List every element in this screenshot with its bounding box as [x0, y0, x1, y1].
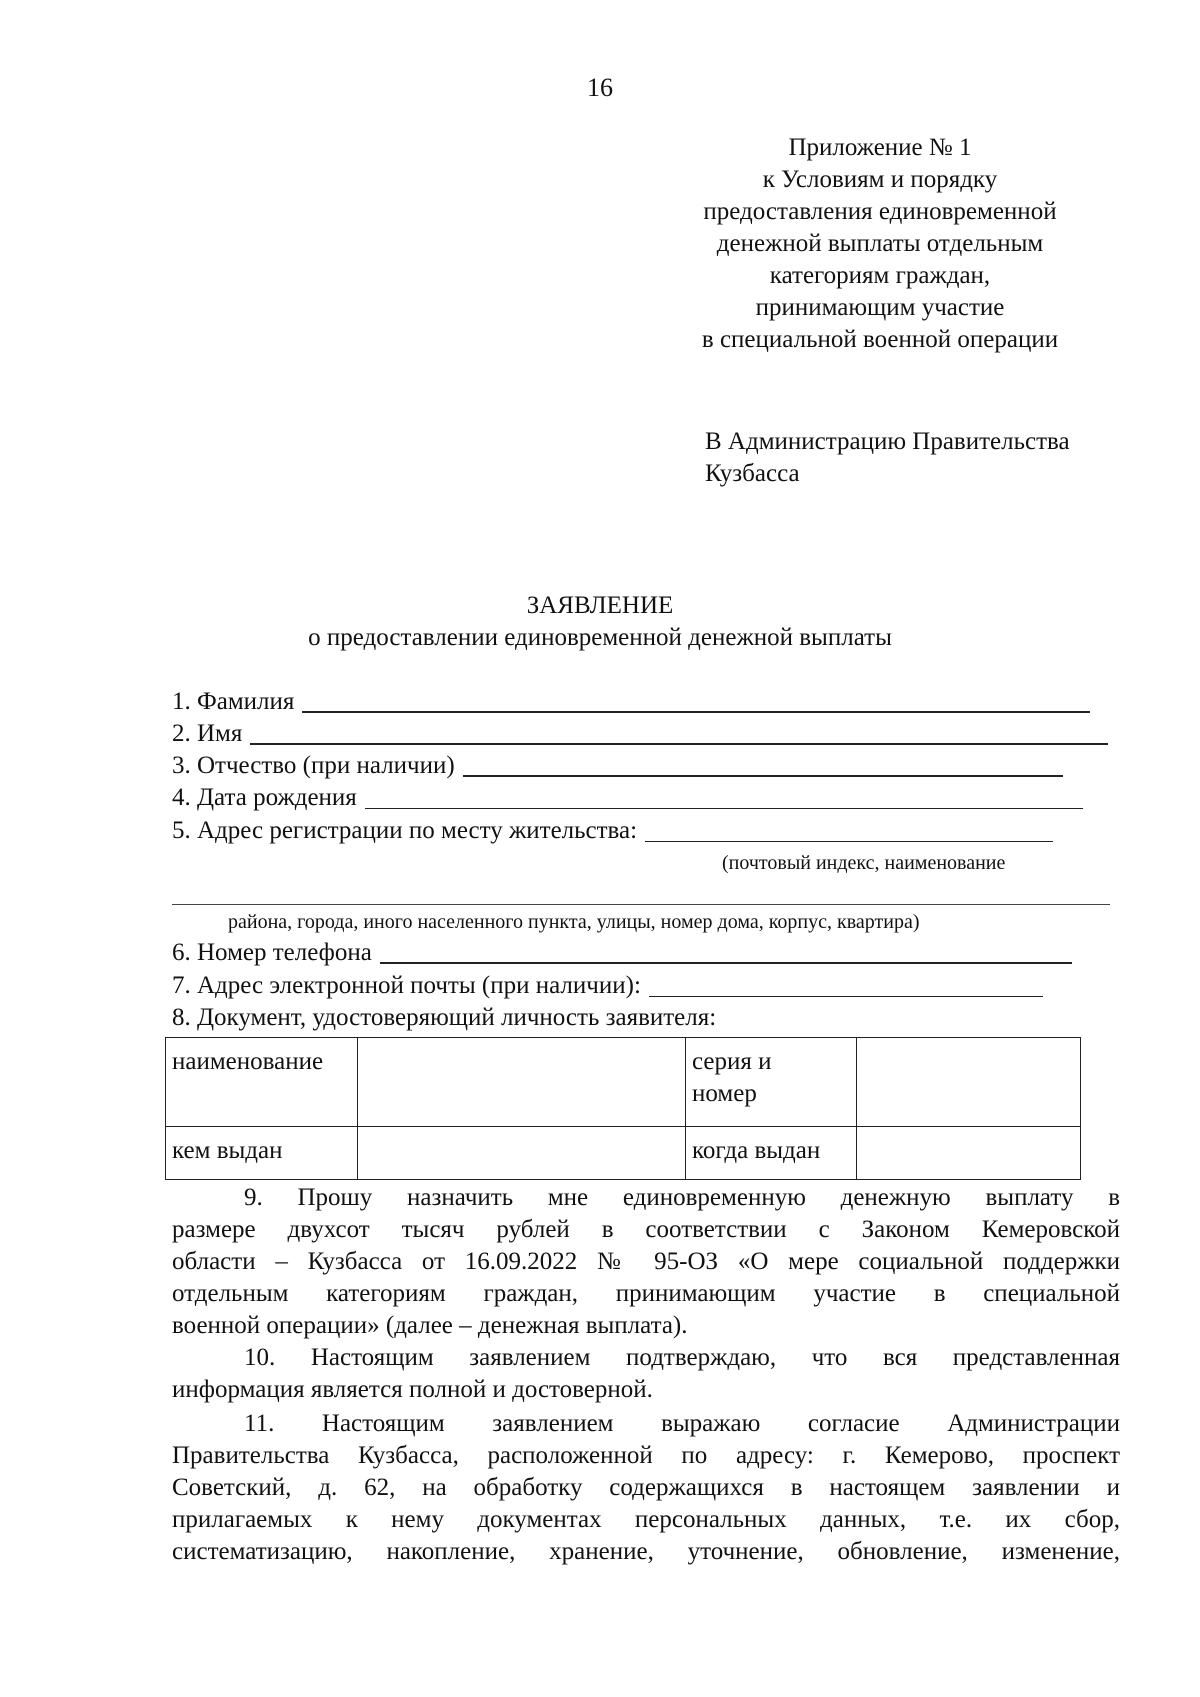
phone-label: 6. Номер телефона	[172, 939, 372, 966]
paragraph-line: 10. Настоящим заявлением подтверждаю, что вся представленная	[244, 1344, 1120, 1371]
appendix-line: Приложение № 1	[788, 134, 972, 161]
addressee-line: В Администрацию Правительства	[705, 428, 1070, 455]
document-title: ЗАЯВЛЕНИЕ	[526, 592, 674, 619]
paragraph-9	[172, 1182, 1120, 1342]
id-document-label: 8. Документ, удостоверяющий личность заявителя:	[172, 1004, 717, 1031]
table-cell-issued-date-value[interactable]	[857, 1127, 1081, 1180]
appendix-line: категориям граждан,	[769, 262, 991, 289]
name-label: наименование	[172, 1048, 324, 1075]
name-label: 2. Имя	[172, 720, 243, 747]
name-field[interactable]	[172, 718, 1108, 750]
email-field[interactable]	[172, 970, 1043, 1002]
paragraph-line: информация является полной и достоверной.	[172, 1376, 653, 1403]
surname-input-line[interactable]	[302, 710, 1090, 713]
paragraph-11	[172, 1408, 1120, 1568]
table-cell-series-label	[686, 1038, 857, 1127]
appendix-header	[650, 132, 1110, 356]
appendix-line: к Условиям и порядку	[762, 166, 998, 193]
address-hint-details: района, города, иного населенного пункта, улицы, номер дома, корпус, квартира)	[228, 911, 920, 933]
table-cell-issued-by-label	[166, 1127, 358, 1180]
document-subtitle: о предоставлении единовременной денежной выплаты	[308, 624, 892, 651]
addressee	[705, 426, 1125, 490]
name-input-line[interactable]	[250, 742, 1108, 745]
paragraph-line: военной операции» (далее – денежная выплата).	[172, 1312, 688, 1339]
birth-date-field[interactable]	[172, 782, 1083, 814]
paragraph-10	[172, 1342, 1120, 1406]
series-label-line: серия и	[692, 1048, 772, 1075]
appendix-line: денежной выплаты отдельным	[716, 230, 1044, 257]
address-input-line-2[interactable]	[172, 903, 1110, 905]
paragraph-line: 11. Настоящим заявлением выражаю согласие Администрации	[244, 1410, 1120, 1437]
appendix-line: в специальной военной операции	[701, 326, 1059, 353]
surname-label: 1. Фамилия	[172, 688, 295, 715]
page-number: 16	[587, 73, 613, 102]
id-document-heading	[172, 1002, 716, 1034]
address-label: 5. Адрес регистрации по месту жительства:	[172, 817, 638, 844]
phone-input-line[interactable]	[380, 961, 1072, 964]
paragraph-line: области – Кузбасса от 16.09.2022 № 95-ОЗ «О мере социальной поддержки	[172, 1248, 1120, 1275]
patronymic-field[interactable]	[172, 750, 1063, 782]
issued-by-label: кем выдан	[172, 1137, 283, 1164]
table-row	[166, 1038, 1081, 1127]
paragraph-line: 9. Прошу назначить мне единовременную денежную выплату в	[244, 1184, 1120, 1211]
address-field[interactable]	[172, 815, 1053, 847]
appendix-line: принимающим участие	[755, 294, 1005, 321]
paragraph-line: Правительства Кузбасса, расположенной по адресу: г. Кемерово, проспект	[172, 1442, 1120, 1469]
table-cell-series-value[interactable]	[857, 1038, 1081, 1127]
issued-date-label: когда выдан	[692, 1137, 821, 1164]
addressee-line: Кузбасса	[705, 460, 800, 487]
phone-field[interactable]	[172, 937, 1072, 969]
birth-date-input-line[interactable]	[365, 807, 1083, 809]
paragraph-line: отдельным категориям граждан, принимающим участие в специальной	[172, 1280, 1120, 1307]
surname-field[interactable]	[172, 686, 1090, 718]
table-cell-name-value[interactable]	[358, 1038, 686, 1127]
table-cell-issued-date-label	[686, 1127, 857, 1180]
address-hint-postal: (почтовый индекс, наименование	[722, 852, 1006, 874]
address-input-line[interactable]	[645, 840, 1053, 842]
email-input-line[interactable]	[649, 995, 1043, 997]
paragraph-line: систематизацию, накопление, хранение, уточнение, обновление, изменение,	[172, 1538, 1120, 1565]
paragraph-line: прилагаемых к нему документах персональных данных, т.е. их сбор,	[172, 1506, 1120, 1533]
birth-date-label: 4. Дата рождения	[172, 784, 357, 811]
table-cell-name-label	[166, 1038, 358, 1127]
paragraph-line: размере двухсот тысяч рублей в соответствии с Законом Кемеровской	[172, 1216, 1120, 1243]
series-label-line: номер	[692, 1080, 757, 1107]
patronymic-input-line[interactable]	[463, 774, 1063, 777]
table-row	[166, 1127, 1081, 1180]
email-label: 7. Адрес электронной почты (при наличии):	[172, 972, 641, 999]
patronymic-label: 3. Отчество (при наличии)	[172, 752, 455, 779]
id-document-table	[165, 1037, 1081, 1180]
paragraph-line: Советский, д. 62, на обработку содержащихся в настоящем заявлении и	[172, 1474, 1120, 1501]
table-cell-issued-by-value[interactable]	[358, 1127, 686, 1180]
appendix-line: предоставления единовременной	[703, 198, 1057, 225]
